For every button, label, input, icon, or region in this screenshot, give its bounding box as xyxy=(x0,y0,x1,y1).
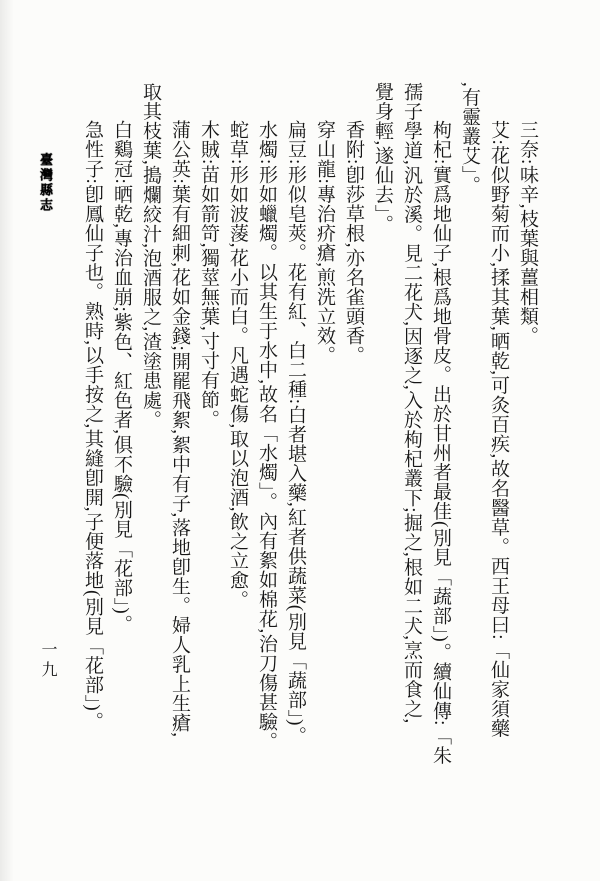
text-column: 穿山龍:專治疥瘡,煎洗立效。 xyxy=(314,120,335,366)
text-column: 枸杞:實爲地仙子,根爲地骨皮。出於甘州者最佳(別見「蔬部」)。續仙傳:「朱 xyxy=(430,120,451,765)
text-column: 木賊:苗如箭笴,獨莖無葉,寸寸有節。 xyxy=(198,120,219,429)
text-column: 扁豆:形似皂莢。花有紅、白二種:白者堪入藥,紅者供蔬菜(別見「蔬部」)。 xyxy=(285,120,306,746)
text-column: 蒲公英:葉有細刺,花如金錢;開罷飛絮,絮中有子,落地卽生。婦人乳上生瘡, xyxy=(169,120,190,738)
text-column: 急性子:卽鳳仙子也。熟時,以手按之,其縫卽開,子便落地(別見「花部」)。 xyxy=(82,120,103,731)
text-column: 蛇草:形如波蔆,花小而白。凡遇蛇傷,取以泡酒,飲之立愈。 xyxy=(227,120,248,610)
text-columns xyxy=(78,82,542,830)
running-title: 臺灣縣志 xyxy=(38,153,53,213)
text-column: 水燭:形如蠟燭。以其生于水中,故名「水燭」。內有絮如棉花,治刀傷甚驗。 xyxy=(256,120,277,751)
text-column: ,有靈叢艾」。 xyxy=(459,82,480,195)
text-column: 香附:卽莎草根,亦名雀頭香。 xyxy=(343,120,364,366)
text-column: 三奈:味辛,枝葉與薑相類。 xyxy=(517,120,538,346)
text-column: 艾:花似野菊而小,揉其葉,晒乾,可灸百疾,故名醫草。西王母曰:「仙家須藥 xyxy=(488,120,509,738)
text-column: 覺身輕,遂仙去」。 xyxy=(372,82,393,234)
text-column: 取其枝葉,搗爛絞汁,泡酒服之,渣塗患處。 xyxy=(140,82,161,430)
text-column: 白鷄冠:晒乾,專治血崩;紫色、紅色者,俱不驗(別見「花部」)。 xyxy=(111,120,132,634)
text-column: 孺子學道,汎於溪。見二花犬,因逐之,入於枸杞叢下;掘之,根如二犬,烹而食之, xyxy=(401,82,422,724)
scan-edge-shading xyxy=(0,0,14,881)
page-number: 一九 xyxy=(39,641,56,681)
